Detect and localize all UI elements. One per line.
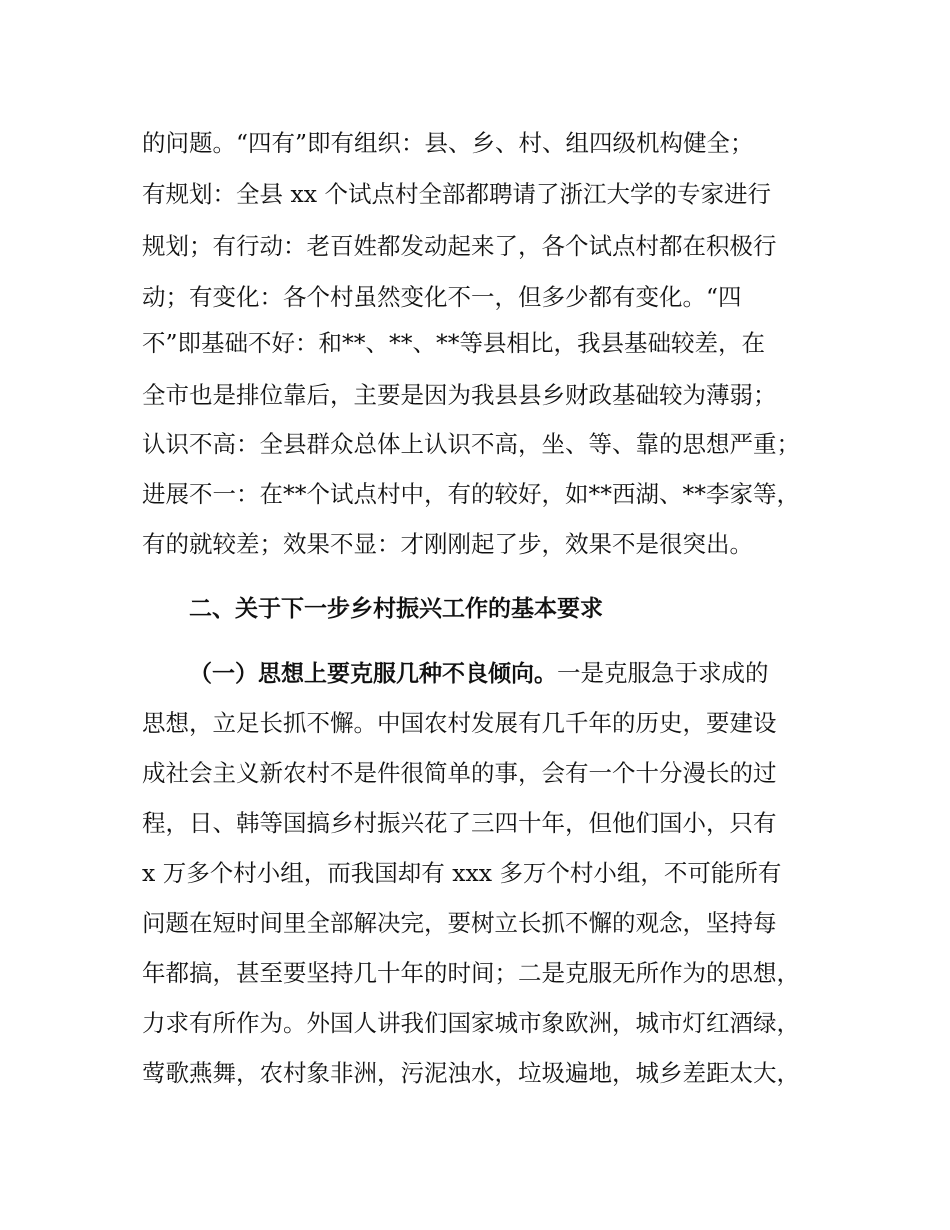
paragraph-line: 规划；有行动：老百姓都发动起来了，各个试点村都在积极行 <box>142 232 777 260</box>
subsection-heading: （一）思想上要克服几种不良倾向。 <box>189 661 557 687</box>
paragraph-line: x 万多个村小组，而我国却有 xxx 多万个村小组，不可能所有 <box>142 859 782 887</box>
paragraph-line: 进展不一：在**个试点村中，有的较好，如**西湖、**李家等， <box>142 480 800 508</box>
paragraph-line: 有的就较差；效果不显：才刚刚起了步，效果不是很突出。 <box>142 530 753 558</box>
paragraph-line: 思想，立足长抓不懈。中国农村发展有几千年的历史，要建设 <box>142 709 777 737</box>
paragraph-text: 一是克服急于求成的 <box>557 659 769 687</box>
paragraph-line: 全市也是排位靠后，主要是因为我县县乡财政基础较为薄弱； <box>142 381 777 409</box>
paragraph-line: 力求有所作为。外国人讲我们国家城市象欧洲，城市灯红酒绿， <box>142 1009 800 1037</box>
paragraph-line-first <box>189 656 769 690</box>
paragraph-line: 动；有变化：各个村虽然变化不一，但多少都有变化。“四 <box>142 283 742 311</box>
paragraph-line: 成社会主义新农村不是件很简单的事，会有一个十分漫长的过 <box>142 759 777 787</box>
paragraph-line: 不”即基础不好：和**、**、**等县相比，我县基础较差，在 <box>142 329 766 357</box>
paragraph-line: 年都搞，甚至要坚持几十年的时间；二是克服无所作为的思想， <box>142 959 800 987</box>
section-heading: 二、关于下一步乡村振兴工作的基本要求 <box>189 596 603 622</box>
paragraph-line: 的问题。“四有”即有组织：县、乡、村、组四级机构健全； <box>142 129 754 157</box>
paragraph-line: 认识不高：全县群众总体上认识不高，坐、等、靠的思想严重； <box>142 430 800 458</box>
paragraph-line: 问题在短时间里全部解决完，要树立长抓不懈的观念，坚持每 <box>142 909 777 937</box>
paragraph-line: 程，日、韩等国搞乡村振兴花了三四十年，但他们国小，只有 <box>142 809 777 837</box>
paragraph-line: 有规划：全县 xx 个试点村全部都聘请了浙江大学的专家进行 <box>142 180 771 208</box>
paragraph-line: 莺歌燕舞，农村象非洲，污泥浊水，垃圾遍地，城乡差距太大， <box>142 1059 800 1087</box>
